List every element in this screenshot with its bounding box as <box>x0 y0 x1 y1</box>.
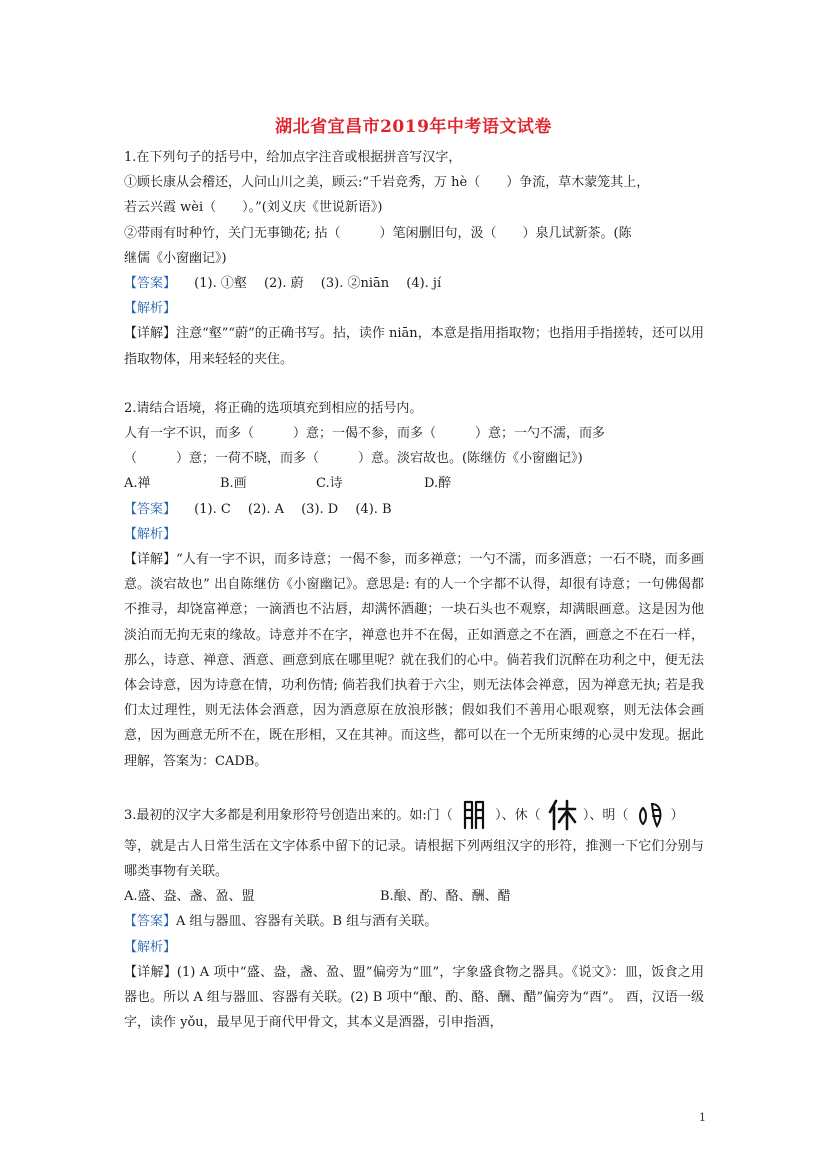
q3-stem-line <box>124 798 704 834</box>
q1-sentence-2b: 继儒《小窗幽记》) <box>124 250 227 266</box>
spacer <box>124 372 704 396</box>
q2-option-a: A.禅 <box>124 476 151 492</box>
q3-stem-a: 3.最初的汉字大多都是利用象形符号创造出来的。如:门（ <box>124 807 453 823</box>
spacer <box>124 774 704 798</box>
q3-answer: A 组与器皿、容器有关联。B 组与酒有关联。 <box>176 914 438 930</box>
analysis-tag: 【解析】 <box>124 526 177 542</box>
page-number: 1 <box>699 1111 706 1124</box>
q1-sentence-2a: ②带雨有时种竹，关门无事锄花; 拈（ ）笔闲删旧句，汲（ ）泉几试新茶。(陈 <box>124 225 632 241</box>
q3-stem-d: ） <box>670 807 684 823</box>
q3-stem-b: ）、休（ <box>495 807 541 823</box>
answer-tag: 【答案】 <box>124 914 177 930</box>
document-body <box>124 145 704 1036</box>
q2-answer-line <box>124 497 704 522</box>
q2-option-d: D.醉 <box>424 476 452 492</box>
q1-answer-line <box>124 271 704 296</box>
q3-analysis-line <box>124 935 704 960</box>
q1-detail-text: 注意“壑”“蔚”的正确书写。拈，读作 niān，本意是指用指取物；也指用手指搓转，还可以用指取物体，用来轻轻的夹住。 <box>124 326 704 367</box>
analysis-tag: 【解析】 <box>124 939 177 955</box>
q1-sentence-1b: 若云兴霞 wèi（ ）。”(刘义庆《世说新语》) <box>124 200 383 216</box>
q2-line-1: 人有一字不识，而多（ ）意；一偈不参，而多（ ）意；一勺不濡，而多 <box>124 426 606 442</box>
ancient-rest-glyph-icon <box>547 798 577 832</box>
analysis-tag: 【解析】 <box>124 301 177 317</box>
detail-tag: 【详解】 <box>124 326 177 342</box>
q3-detail-text: (1) A 项中“盛、盎，盏、盈、盟”偏旁为“皿”，字象盛食物之器具。《说文》：皿，饭食之用器也。所以 A 组与器皿、容器有关联。(2) B 项中“酿、酌、酪、酬、醋”偏旁为“酉”。 酉，汉语一级字，读作 yǒu，最早见于商代甲骨文，其本义是酒器，引申指酒， <box>124 964 704 1031</box>
detail-tag: 【详解】 <box>124 552 177 568</box>
q1-analysis-line <box>124 296 704 321</box>
q2-answer: (1). C (2). A (3). D (4). B <box>194 501 392 517</box>
q2-detail-text: “人有一字不识，而多诗意；一偈不参，而多禅意；一勺不濡，而多酒意；一石不晓，而多画意。淡宕故也” 出自陈继仿《小窗幽记》。意思是: 有的人一个字都不认得，却很有诗意；一句佛偈都不推寻，却饶富禅意；一滴酒也不沾唇，却满怀酒趣；一块石头也不观察，却满眼画意。这是因为他淡泊而无拘无束的缘故。诗意并不在字，禅意也并不在偈，正如酒意之不在酒，画意之不在石一样，那么，诗意、禅意、酒意、画意到底在哪里呢？就在我们的心中。倘若我们沉醉在功利之中，便无法体会诗意，因为诗意在情，功利伤情; 倘若我们执着于六尘，则无法体会禅意，因为禅意无执; 若是我们太过理性，则无法体会酒意，因为酒意原在放浪形骸；假如我们不善用心眼观察，则无法体会画意，因为画意无所不在，既在形相，又在其神。而这些，都可以在一个无所束缚的心灵中发现。据此理解，答案为：CADB。 <box>124 552 704 769</box>
q3-stem-rest: 等，就是古人日常生活在文字体系中留下的记录。请根据下列两组汉字的形符，推测一下它们分别与哪类事物有关联。 <box>124 838 704 880</box>
q3-stem-c: ）、明（ <box>582 807 629 823</box>
q3-option-b: B.酿、酌、酪、酬、醋 <box>380 889 511 905</box>
answer-tag: 【答案】 <box>124 276 177 292</box>
q1-sentence-1a: ①顾长康从会稽还，人问山川之美，顾云:“千岩竞秀，万 hè（ ）争流，草木蒙笼其上， <box>124 175 650 191</box>
detail-tag: 【详解】 <box>124 964 177 980</box>
q2-stem: 2.请结合语境，将正确的选项填充到相应的括号内。 <box>124 400 423 416</box>
ancient-bright-glyph-icon <box>635 798 665 832</box>
q3-option-a: A.盛、盎、盏、盈、盟 <box>124 889 255 905</box>
ancient-door-glyph-icon <box>459 798 489 832</box>
q3-detail <box>124 960 704 1036</box>
q2-line-2: （ ）意；一荷不晓，而多（ ）意。淡宕故也。(陈继仿《小窗幽记》) <box>124 451 583 467</box>
q2-option-c: C.诗 <box>316 476 343 492</box>
q2-detail <box>124 547 704 774</box>
q1-detail <box>124 321 704 371</box>
q1-stem: 1.在下列句子的括号中，给加点字注音或根据拼音写汉字， <box>124 150 462 165</box>
q2-options <box>124 471 704 496</box>
page-title: 湖北省宜昌市2019年中考语文试卷 <box>275 117 552 137</box>
q2-analysis-line <box>124 522 704 547</box>
answer-tag: 【答案】 <box>124 501 177 517</box>
q1-answer: (1). ①壑 (2). 蔚 (3). ②niān (4). jí <box>194 276 442 292</box>
q3-options <box>124 884 704 909</box>
q2-option-b: B.画 <box>220 476 247 492</box>
q3-answer-line <box>124 909 704 934</box>
